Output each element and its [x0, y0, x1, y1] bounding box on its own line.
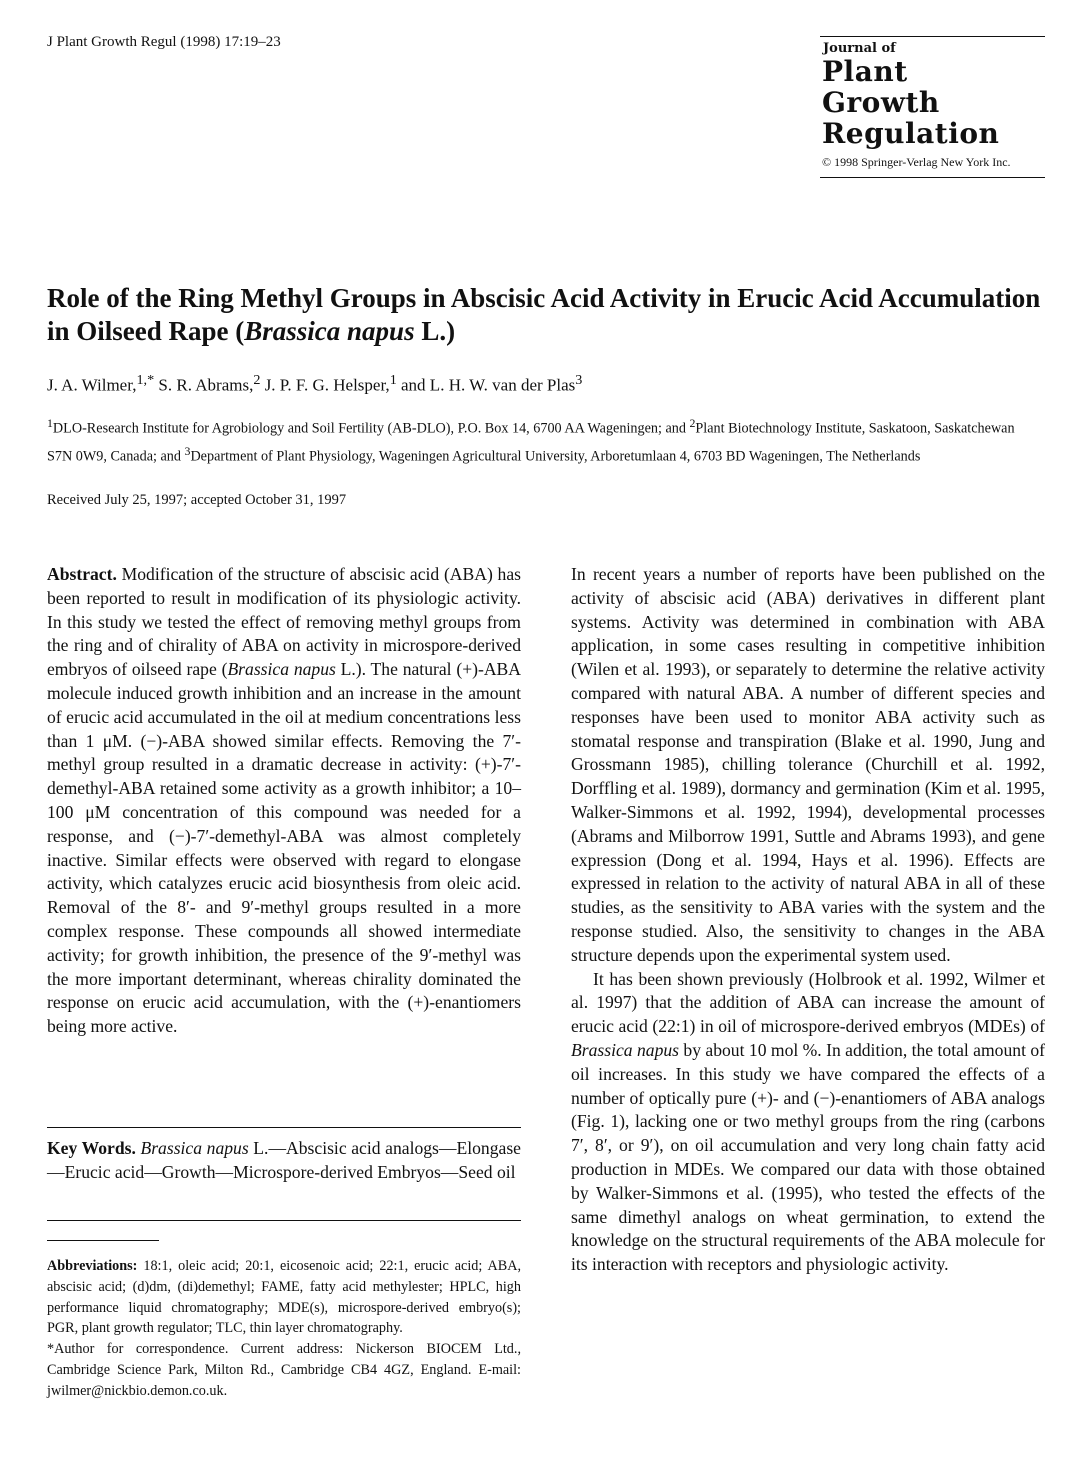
correspondence-note: *Author for correspondence. Current address: Nickerson BIOCEM Ltd., Cambridge Science Park, Milton Rd., Cambridge CB4 4GZ, England. E-mail: jwilmer@nickbio.demon.co.uk. [47, 1341, 521, 1399]
body-paragraph: In recent years a number of reports have been published on the activity of abscisic acid (ABA) derivatives in different plant systems. Activity was determined in combination with ABA application, in some cases resulting in competitive inhibition (Wilen et al. 1993), or separately to determine the relative activity compared with natural ABA. A number of different species and responses have been used to monitor ABA activity such as stomatal response and transpiration (Blake et al. 1990, Jung and Grossmann 1985), chilling tolerance (Churchill et al. 1992, Dorffling et al. 1989), dormancy and germination (Kim et al. 1995, Walker-Simmons et al. 1992, 1994), developmental processes (Abrams and Milborrow 1991, Suttle and Abrams 1993), and gene expression (Dong et al. 1994, Hays et al. 1996). Effects are expressed in relation to the activity of natural ABA in all of these studies, as the sensitivity to ABA varies with the system and the response studied. Also, the sensitivity to changes in the ABA structure depends upon the experimental system used. [571, 564, 1045, 965]
body-species: Brassica napus [571, 1039, 680, 1060]
abstract-paragraph [47, 563, 521, 1039]
title-species: Brassica napus [244, 316, 415, 346]
abstract-text: Modification of the structure of abscisic acid (ABA) has been reported to result in modification of its physiologic activity. In this study we tested the effect of removing methyl groups from the ring and of chirality of ABA on activity in microspore-derived embryos of oilseed rape ( [47, 564, 521, 680]
copyright-notice: © 1998 Springer-Verlag New York Inc. [822, 155, 1011, 169]
body-text-cont: by about 10 mol %. In addition, the total amount of oil increases. In this study we have compared the effects of a number of optically pure (+)- and (−)-enantiomers of ABA analogs (Fig. 1), lacking one or two methyl groups from the ring (carbons 7′, 8′, or 9′), on oil accumulation and very long chain fatty acid production in MDEs. We compared our data with those obtained by Walker-Simmons et al. (1995), who tested the effects of the same dimethyl analogs on wheat germination, to extend the knowledge on the structural requirements of the ABA molecule for its interaction with receptors and physiologic activity. [571, 1039, 1046, 1275]
key-words [47, 1137, 521, 1185]
logo-line-growth: Growth [822, 86, 940, 119]
abstract-label: Abstract. [47, 564, 117, 584]
author-name: and L. H. W. van der Plas [396, 375, 576, 395]
author-name: J. A. Wilmer, [47, 375, 137, 395]
author-affiliation-mark: 1 [389, 372, 397, 388]
logo-line-plant: Plant [822, 55, 908, 88]
introduction [571, 563, 1045, 1277]
author-affiliation-mark: 2 [253, 372, 261, 388]
journal-logo [820, 36, 1045, 178]
abstract-text-cont: L.). The natural (+)-ABA molecule induced growth inhibition and an increase in the amount of erucic acid accumulated in the oil at medium concentrations less than 1 μM. (−)-ABA showed similar effects. Removing the 7′-methyl group resulted in a dramatic decrease in activity: (+)-7′-demethyl-ABA retained some activity as a growth inhibitor; a 10–100 μM concentration of this compound was needed for a response, and (−)-7′-demethyl-ABA was almost completely inactive. Similar effects were observed with regard to elongase activity, which catalyzes erucic acid biosynthesis from oleic acid. Removal of the 8′- and 9′-methyl groups resulted in a more complex response. These compounds all showed intermediate activity; for growth inhibition, the presence of the 9′-methyl was the more important determinant, whereas chirality dominated the response on erucic acid accumulation, with the (+)-enantiomers being more active. [47, 659, 522, 1037]
body-text: It has been shown previously (Holbrook et al. 1992, Wilmer et al. 1997) that the addition of ABA can increase the amount of erucic acid (22:1) in oil of microspore-derived embryos (MDEs) of [571, 968, 1045, 1037]
affiliation-mark: 1 [47, 416, 53, 430]
affiliation-text: DLO-Research Institute for Agrobiology and Soil Fertility (AB-DLO), P.O. Box 14, 6700 AA Wageningen; and [52, 420, 690, 437]
keywords-label: Key Words. [47, 1138, 136, 1158]
abbreviations-note [47, 1256, 521, 1339]
affiliation-text: Department of Plant Physiology, Wageningen Agricultural University, Arboretumlaan 4, 6703 BD Wageningen, The Netherlands [190, 448, 921, 465]
affiliations [47, 412, 1042, 467]
keywords-text: L.—Abscisic acid analogs—Elongase—Erucic acid—Growth—Microspore-derived Embryos—Seed oil [47, 1138, 521, 1182]
logo-line-regulation: Regulation [822, 117, 1000, 150]
footnotes [47, 1256, 521, 1402]
divider [47, 1127, 521, 1128]
divider [47, 1220, 521, 1221]
title-text: Role of the Ring Methyl Groups in Abscisic Acid Activity in Erucic Acid Accumulation in Oilseed Rape ( [47, 283, 1041, 346]
author-name: J. P. F. G. Helsper, [260, 375, 390, 395]
abbreviations-text: 18:1, oleic acid; 20:1, eicosenoic acid; 22:1, erucic acid; ABA, abscisic acid; (d)dm, (di)demethyl; FAME, fatty acid methylester; HPLC, high performance liquid chromatography; MDE(s), microspore-derived embryo(s); PGR, plant growth regulator; TLC, thin layer chromatography. [47, 1258, 521, 1337]
body-paragraph [571, 968, 1045, 1277]
affiliation-mark: 3 [184, 443, 191, 458]
affiliation-text: Plant Biotechnology Institute, Saskatoon, Saskatchewan S7N 0W9, Canada; and [47, 420, 1015, 465]
abbreviations-label: Abbreviations: [47, 1258, 138, 1274]
article-title [47, 282, 1047, 348]
received-dates: Received July 25, 1997; accepted October 31, 1997 [47, 492, 347, 508]
footnote-divider [47, 1240, 159, 1241]
logo-line-journal-of: Journal of [823, 41, 896, 56]
journal-citation: J Plant Growth Regul (1998) 17:19–23 [47, 34, 281, 50]
abstract-species: Brassica napus [227, 659, 336, 680]
author-name: S. R. Abrams, [154, 375, 254, 395]
keywords-species: Brassica napus [135, 1138, 249, 1158]
author-list [47, 372, 582, 396]
abstract [47, 563, 521, 1039]
affiliation-mark: 2 [689, 416, 696, 430]
title-text-end: L.) [414, 316, 456, 346]
author-affiliation-mark: 1,* [136, 372, 155, 388]
author-affiliation-mark: 3 [575, 372, 583, 388]
